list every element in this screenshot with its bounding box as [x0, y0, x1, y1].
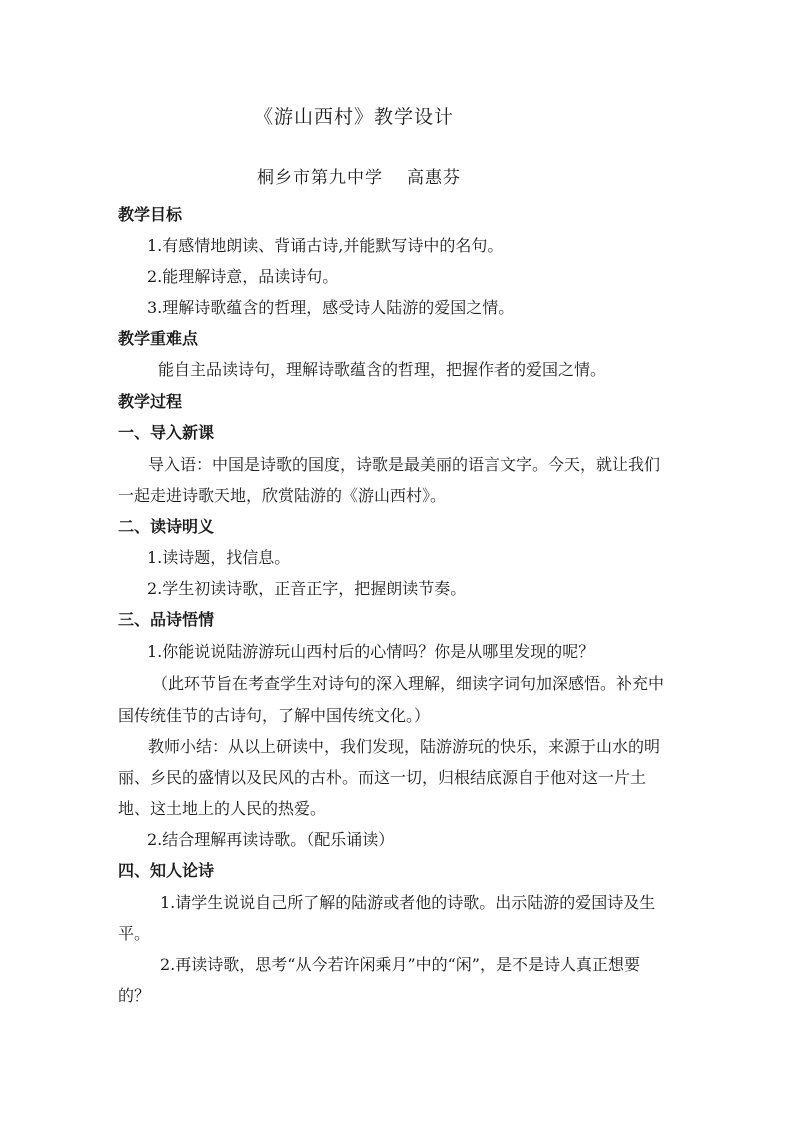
- byline: [257, 168, 461, 188]
- paragraph-line: 2.结合理解再读诗歌。（配乐诵读）: [147, 830, 395, 849]
- paragraph-line: 导入语：中国是诗歌的国度，诗歌是最美丽的语言文字。今天，就让我们: [148, 455, 661, 474]
- paragraph-line: 2.再读诗歌，思考“从今若许闲乘月”中的“闲”，是不是诗人真正想要: [160, 955, 640, 974]
- document-title: 《游山西村》教学设计: [254, 106, 455, 128]
- goal-item: 3.理解诗歌蕴含的哲理，感受诗人陆游的爱国之情。: [147, 298, 515, 317]
- process-heading: 教学过程: [118, 392, 183, 411]
- goals-heading: 教学目标: [118, 205, 183, 224]
- section-heading: 一、导入新课: [118, 423, 215, 442]
- paragraph-line: 地、这土地上的人民的热爱。: [118, 799, 327, 818]
- paragraph-line: 丽、乡民的盛情以及民风的古朴。而这一切，归根结底源自于他对这一片土: [118, 768, 647, 787]
- goal-item: 2.能理解诗意，品读诗句。: [147, 267, 339, 286]
- paragraph-line: 1.读诗题，找信息。: [147, 548, 291, 567]
- goal-item: 1.有感情地朗读、背诵古诗,并能默写诗中的名句。: [147, 236, 504, 255]
- paragraph-line: 1.请学生说说自己所了解的陆游或者他的诗歌。出示陆游的爱国诗及生: [160, 893, 656, 912]
- paragraph-line: （此环节旨在考查学生对诗句的深入理解，细读字词句加深感悟。补充中: [152, 674, 665, 693]
- key-points-heading: 教学重难点: [118, 329, 199, 348]
- section-heading: 四、知人论诗: [118, 861, 215, 880]
- author-name: 高惠芬: [407, 168, 461, 188]
- paragraph-line: 2.学生初读诗歌，正音正字，把握朗读节奏。: [147, 579, 467, 598]
- author-school: 桐乡市第九中学: [257, 168, 383, 188]
- paragraph-line: 1.你能说说陆游游玩山西村后的心情吗？你是从哪里发现的呢？: [147, 642, 595, 661]
- paragraph-line: 的？: [118, 986, 151, 1005]
- paragraph-line: 平。: [118, 924, 151, 943]
- paragraph-line: 国传统佳节的古诗句，了解中国传统文化。）: [118, 706, 431, 725]
- paragraph-line: 一起走进诗歌天地，欣赏陆游的《游山西村》。: [118, 486, 447, 505]
- key-points-text: 能自主品读诗句，理解诗歌蕴含的哲理，把握作者的爱国之情。: [158, 360, 607, 379]
- paragraph-line: 教师小结：从以上研读中，我们发现，陆游游玩的快乐，来源于山水的明: [148, 737, 661, 756]
- section-heading: 二、读诗明义: [118, 517, 215, 536]
- section-heading: 三、品诗悟情: [118, 610, 215, 629]
